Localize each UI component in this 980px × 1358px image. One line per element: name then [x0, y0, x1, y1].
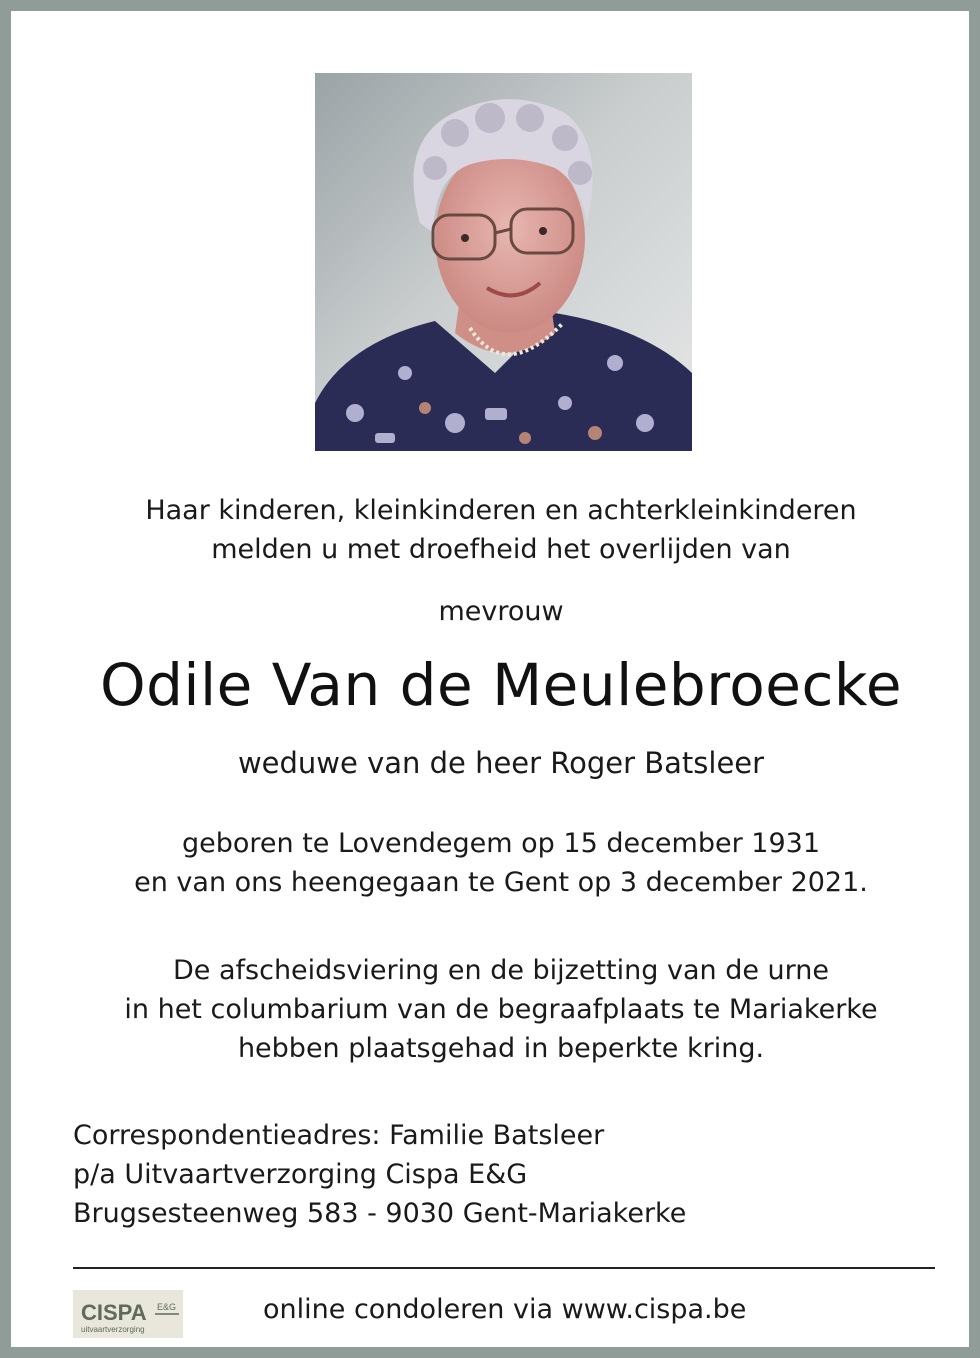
- honorific: mevrouw: [438, 596, 564, 627]
- portrait-illustration: [315, 73, 692, 451]
- intro-line: melden u met droefheid het overlijden van: [211, 534, 791, 565]
- logo-suffix: E&G: [157, 1302, 177, 1312]
- logo-name: CISPA: [81, 1300, 147, 1325]
- intro-line: Haar kinderen, kleinkinderen en achterkleinkinderen: [145, 495, 857, 526]
- intro-text: [11, 491, 980, 569]
- correspondence-line: Correspondentieadres: Familie Batsleer: [73, 1120, 605, 1151]
- cispa-logo-mark: [73, 1290, 183, 1338]
- ceremony-line: hebben plaatsgehad in beperkte kring.: [237, 1033, 765, 1064]
- birth-line: geboren te Lovendegem op 15 december 1931: [181, 828, 820, 859]
- widow-line: weduwe van de heer Roger Batsleer: [237, 746, 765, 780]
- correspondence-line: Brugsesteenweg 583 - 9030 Gent-Mariakerke: [73, 1198, 687, 1229]
- ceremony-text: [11, 951, 980, 1068]
- birth-death-dates: [11, 824, 980, 902]
- death-line: en van ons heengegaan te Gent op 3 december 2021.: [134, 867, 868, 898]
- portrait-photo: [315, 73, 692, 451]
- logo-tagline: uitvaartverzorging: [81, 1325, 145, 1334]
- ceremony-line: in het columbarium van de begraafplaats te Mariakerke: [124, 994, 878, 1025]
- cispa-logo: [73, 1290, 183, 1338]
- ceremony-line: De afscheidsviering en de bijzetting van de urne: [173, 955, 829, 986]
- correspondence-address: [73, 1116, 686, 1233]
- online-condolences: online condoleren via www.cispa.be: [263, 1294, 747, 1325]
- deceased-name: Odile Van de Meulebroecke: [99, 651, 903, 719]
- divider: [73, 1267, 935, 1269]
- correspondence-line: p/a Uitvaartverzorging Cispa E&G: [73, 1159, 528, 1190]
